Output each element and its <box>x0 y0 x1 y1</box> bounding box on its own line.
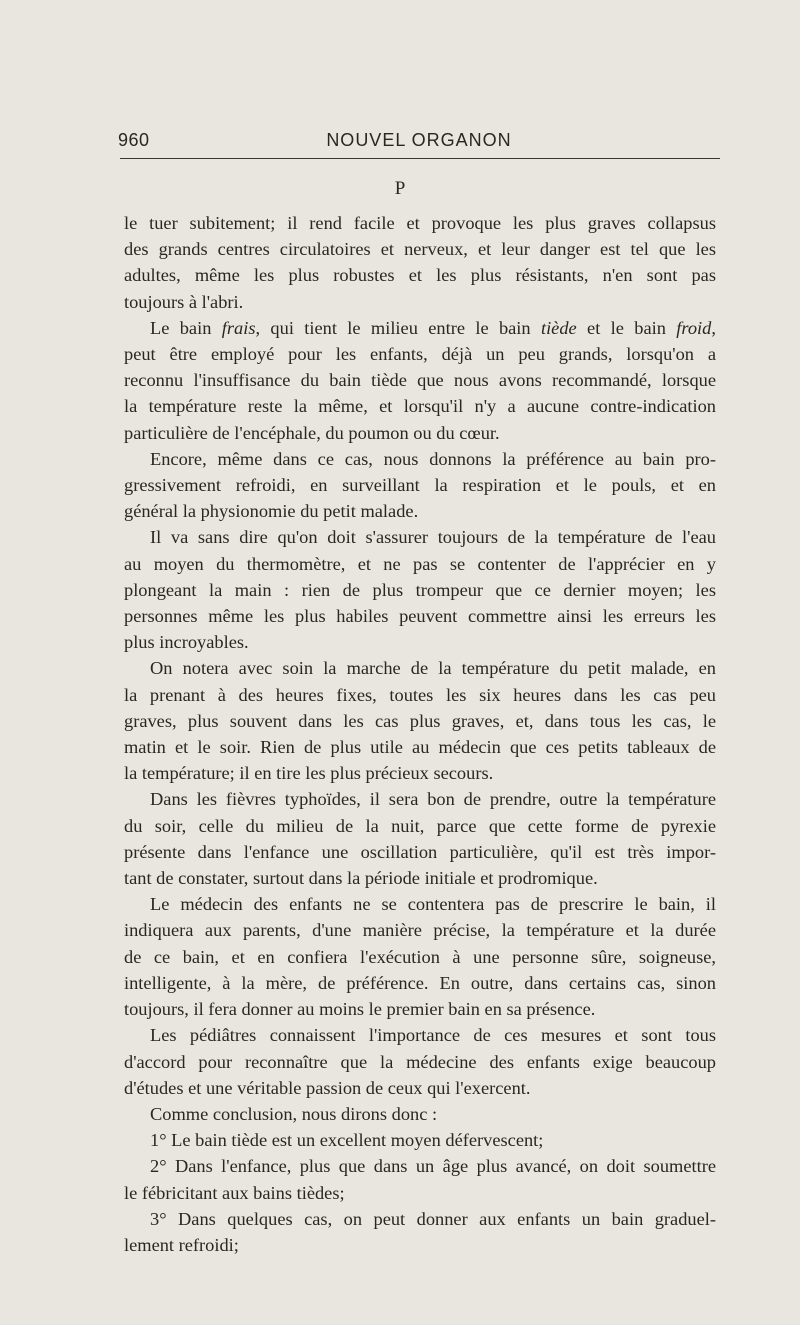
text-segment: graves, plus souvent dans les cas plus graves, et, dans tous les cas, le <box>124 710 716 731</box>
text-segment: Le bain <box>150 317 222 338</box>
text-segment: 2° Dans l'enfance, plus que dans un âge plus avancé, on doit soumettre <box>150 1156 716 1177</box>
text-line <box>124 236 716 262</box>
text-line <box>124 734 716 760</box>
header-rule <box>120 158 720 159</box>
text-segment: adultes, même les plus robustes et les plus résistants, n'en sont pas <box>124 265 716 286</box>
text-line <box>124 891 716 917</box>
text-line <box>124 1101 716 1127</box>
text-segment: au moyen du thermomètre, et ne pas se contenter de l'apprécier en y <box>124 553 716 574</box>
text-line <box>124 420 716 446</box>
text-line <box>124 944 716 970</box>
text-line <box>124 498 716 524</box>
text-segment: gressivement refroidi, en surveillant la respiration et le pouls, et en <box>124 475 716 496</box>
text-segment: le tuer subitement; il rend facile et provoque les plus graves collapsus <box>124 213 716 233</box>
text-line <box>124 289 716 315</box>
text-line <box>124 760 716 786</box>
text-segment: plus incroyables. <box>124 632 249 653</box>
text-segment: le fébricitant aux bains tièdes; <box>124 1182 345 1203</box>
text-segment: matin et le soir. Rien de plus utile au médecin que ces petits tableaux de <box>124 737 716 758</box>
page-header <box>118 130 720 160</box>
text-segment: plongeant la main : rien de plus trompeur que ce dernier moyen; les <box>124 579 716 600</box>
text-segment: des grands centres circulatoires et nerveux, et leur danger est tel que les <box>124 239 716 260</box>
text-line <box>124 1180 716 1206</box>
italic-term: frais <box>221 317 256 338</box>
text-line <box>124 970 716 996</box>
text-line <box>124 1127 716 1153</box>
italic-term: froid <box>676 317 712 338</box>
text-line <box>124 865 716 891</box>
text-segment: présente dans l'enfance une oscillation particulière, qu'il est très impor- <box>124 841 716 862</box>
text-segment: tant de constater, surtout dans la période initiale et prodromique. <box>124 868 598 889</box>
text-segment: 1° Le bain tiède est un excellent moyen défervescent; <box>150 1130 544 1151</box>
text-segment: indiquera aux parents, d'une manière précise, la température et la durée <box>124 920 716 941</box>
text-segment: peut être employé pour les enfants, déjà un peu grands, lorsqu'on a <box>124 344 716 365</box>
body-text <box>124 210 716 1258</box>
text-segment: , qui tient le milieu entre le bain <box>255 317 541 338</box>
text-line <box>124 682 716 708</box>
text-line <box>124 210 716 236</box>
page-number: 960 <box>118 130 150 150</box>
text-line <box>124 786 716 812</box>
text-line <box>124 472 716 498</box>
text-line <box>124 367 716 393</box>
text-segment: général la physionomie du petit malade. <box>124 501 419 522</box>
text-segment: lement refroidi; <box>124 1234 239 1255</box>
text-segment: la prenant à des heures fixes, toutes les six heures dans les cas peu <box>124 684 716 705</box>
text-line <box>124 341 716 367</box>
text-segment: toujours, il fera donner au moins le premier bain en sa présence. <box>124 999 596 1020</box>
text-line <box>124 1022 716 1048</box>
section-letter: P <box>394 178 406 199</box>
text-segment: la température reste la même, et lorsqu'il n'y a aucune contre-indication <box>124 396 716 417</box>
text-line <box>124 393 716 419</box>
text-line <box>124 551 716 577</box>
text-segment: d'accord pour reconnaître que la médecine des enfants exige beaucoup <box>124 1051 716 1072</box>
text-line <box>124 629 716 655</box>
text-segment: la température; il en tire les plus précieux secours. <box>124 763 494 784</box>
text-line <box>124 1049 716 1075</box>
text-segment: Il va sans dire qu'on doit s'assurer toujours de la température de l'eau <box>150 527 716 548</box>
running-title: NOUVEL ORGANON <box>326 130 512 150</box>
text-line <box>124 262 716 288</box>
text-segment: , <box>711 317 716 338</box>
text-line <box>124 1232 716 1258</box>
text-segment: On notera avec soin la marche de la température du petit malade, en <box>150 658 716 679</box>
text-segment: reconnu l'insuffisance du bain tiède que nous avons recommandé, lorsque <box>124 370 716 391</box>
text-line <box>124 446 716 472</box>
text-segment: 3° Dans quelques cas, on peut donner aux enfants un bain graduel- <box>150 1208 716 1229</box>
text-segment: Le médecin des enfants ne se contentera pas de prescrire le bain, il <box>150 894 716 915</box>
text-segment: Dans les fièvres typhoïdes, il sera bon de prendre, outre la température <box>150 789 716 810</box>
text-line <box>124 1206 716 1232</box>
text-segment: personnes même les plus habiles peuvent commettre ainsi les erreurs les <box>124 606 716 627</box>
text-segment: Encore, même dans ce cas, nous donnons la préférence au bain pro- <box>150 448 716 469</box>
text-segment: du soir, celle du milieu de la nuit, parce que cette forme de pyrexie <box>124 815 716 836</box>
text-segment: d'études et une véritable passion de ceux qui l'exercent. <box>124 1077 531 1098</box>
text-line <box>124 917 716 943</box>
text-line <box>124 524 716 550</box>
text-segment: de ce bain, et en confiera l'exécution à une personne sûre, soigneuse, <box>124 946 716 967</box>
text-segment: et le bain <box>576 317 677 338</box>
text-line <box>124 996 716 1022</box>
text-line <box>124 1153 716 1179</box>
text-segment: toujours à l'abri. <box>124 291 244 312</box>
text-segment: particulière de l'encéphale, du poumon ou du cœur. <box>124 422 500 443</box>
text-line <box>124 839 716 865</box>
text-line <box>124 655 716 681</box>
text-segment: Les pédiâtres connaissent l'importance de ces mesures et sont tous <box>150 1025 716 1046</box>
text-line <box>124 315 716 341</box>
text-line <box>124 708 716 734</box>
text-segment: Comme conclusion, nous dirons donc : <box>150 1103 438 1124</box>
text-line <box>124 603 716 629</box>
text-segment: intelligente, à la mère, de préférence. En outre, dans certains cas, sinon <box>124 972 716 993</box>
italic-term: tiède <box>540 317 577 338</box>
text-line <box>124 1075 716 1101</box>
text-line <box>124 577 716 603</box>
text-line <box>124 813 716 839</box>
